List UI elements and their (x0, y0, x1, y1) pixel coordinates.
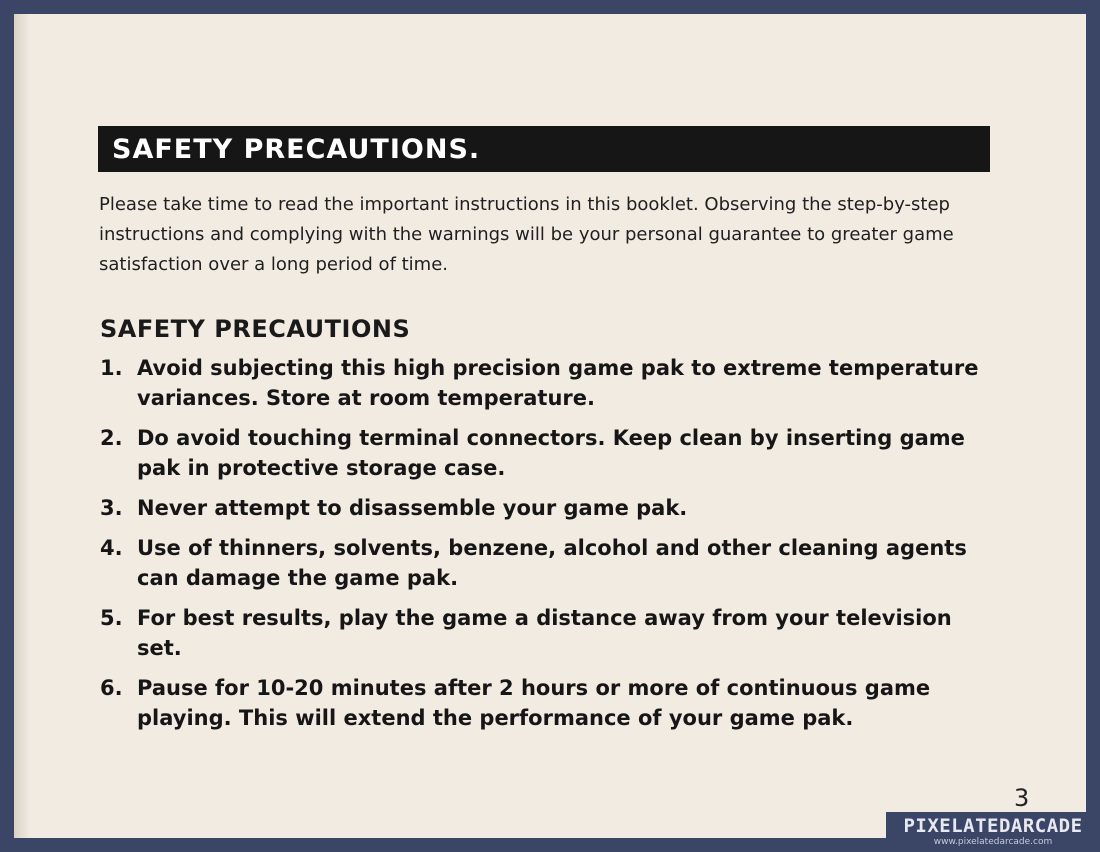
section-title: SAFETY PRECAUTIONS (100, 315, 411, 343)
item-number: 3. (100, 496, 123, 520)
item-text: Avoid subjecting this high precision game pak to extreme temperature variances. Store at room temperature. (137, 356, 979, 410)
item-number: 1. (100, 356, 123, 380)
manual-page (14, 14, 1086, 838)
page-title: SAFETY PRECAUTIONS. (112, 134, 481, 165)
item-number: 2. (100, 426, 123, 450)
item-text: For best results, play the game a distance away from your television set. (137, 606, 952, 660)
watermark-logo: PIXELATEDARCADE (903, 815, 1083, 837)
item-text: Use of thinners, solvents, benzene, alcohol and other cleaning agents can damage the game pak. (137, 536, 967, 590)
item-text: Never attempt to disassemble your game pak. (137, 496, 688, 520)
page-number: 3 (1014, 784, 1030, 812)
list-item (100, 493, 995, 523)
item-text: Do avoid touching terminal connectors. Keep clean by inserting game pak in protective storage case. (137, 426, 965, 480)
watermark-url: www.pixelatedarcade.com (933, 837, 1053, 847)
precautions-list (100, 353, 995, 743)
list-item (100, 533, 995, 593)
item-number: 5. (100, 606, 123, 630)
list-item (100, 353, 995, 413)
item-text: Pause for 10-20 minutes after 2 hours or more of continuous game playing. This will extend the performance of your game pak. (137, 676, 931, 730)
watermark (886, 812, 1100, 852)
item-number: 6. (100, 676, 123, 700)
list-item (100, 423, 995, 483)
page-gutter (14, 14, 30, 838)
intro-paragraph: Please take time to read the important instructions in this booklet. Observing the step-by-step instructions and complying with the warnings will be your personal guarantee to greater game satisfaction over a long period of time. (99, 194, 954, 275)
item-number: 4. (100, 536, 123, 560)
list-item (100, 603, 995, 663)
list-item (100, 673, 995, 733)
